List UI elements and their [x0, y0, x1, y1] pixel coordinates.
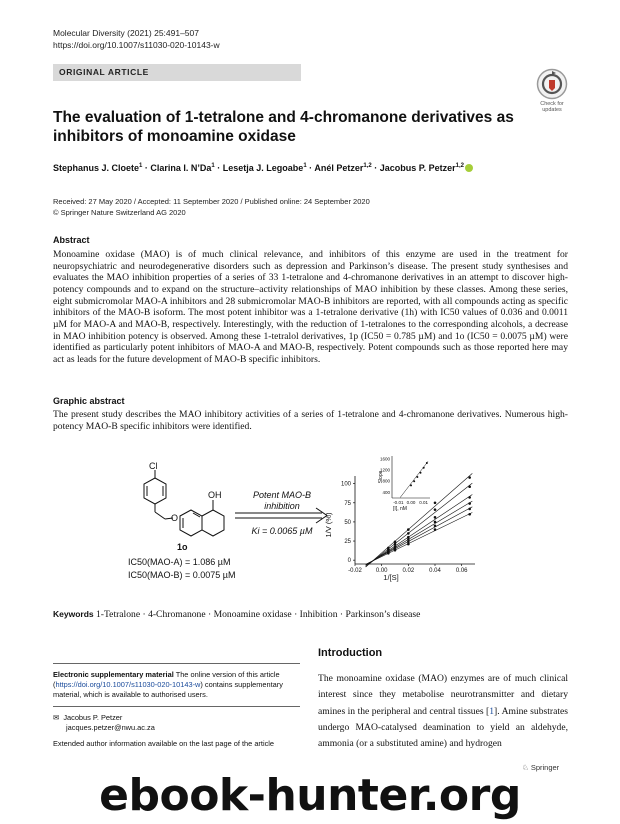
data-point — [434, 528, 437, 531]
publisher-name: Springer — [530, 763, 560, 772]
inset-y-tick-label: 400 — [382, 489, 390, 495]
inset-y-tick-label: 1200 — [379, 467, 390, 473]
y-tick-label: 25 — [344, 539, 351, 546]
data-point — [468, 476, 471, 479]
x-tick-label: 0.02 — [402, 568, 415, 574]
data-point — [394, 545, 397, 548]
copyright: © Springer Nature Switzerland AG 2020 — [53, 208, 186, 217]
contact-name: Jacobus P. Petzer — [63, 713, 123, 722]
data-point — [468, 485, 471, 488]
intro-text-after: ]. Amine substrates undergo MAO-catalysed deamination to yield an aldehyde, ammonia (or a substituted amine) and hydrogen — [318, 705, 568, 750]
data-point — [434, 516, 437, 519]
esm-note — [53, 670, 298, 700]
x-tick-label: 0.06 — [455, 568, 468, 574]
oxygen-label: O — [171, 513, 179, 523]
author-name[interactable]: Lesetja J. Legoabe — [222, 163, 304, 173]
inset-y-tick-label: 1600 — [379, 456, 390, 462]
esm-link[interactable]: https://doi.org/10.1007/s11030-020-10143-w — [55, 680, 201, 689]
abstract-heading: Abstract — [53, 235, 90, 245]
ic50-mao-b: IC50(MAO-B) = 0.0075 µM — [128, 570, 236, 580]
extended-info: Extended author information available on the last page of the article — [53, 739, 275, 748]
compound-label: 1o — [177, 542, 188, 552]
esm-text-after: ) contains supplementary material, which is available to authorised users. — [53, 680, 283, 699]
data-point — [407, 538, 410, 541]
inset-x-label: [I], nM — [393, 506, 407, 512]
data-point — [434, 524, 437, 527]
data-point — [468, 508, 471, 511]
journal-citation: Molecular Diversity (2021) 25:491–507 — [53, 28, 199, 38]
inset-data-point — [426, 462, 428, 464]
author-affiliation: 1,2 — [455, 163, 464, 169]
series-line — [366, 483, 473, 566]
data-point — [468, 502, 471, 505]
author-name[interactable]: Stephanus J. Cloete — [53, 163, 140, 173]
inset-data-point — [413, 480, 415, 482]
inset-x-tick-label: -0.01 — [393, 500, 404, 505]
inset-data-point — [416, 476, 418, 478]
esm-text-before: The online version of this article ( — [53, 670, 280, 689]
reference-link[interactable]: 1 — [489, 705, 495, 717]
author-name[interactable]: Jacobus P. Petzer — [379, 163, 456, 173]
author-affiliation: 1 — [303, 163, 307, 169]
contact-divider — [53, 706, 300, 707]
check-for-updates-icon[interactable] — [536, 68, 568, 100]
data-point — [407, 541, 410, 544]
introduction-text — [318, 671, 568, 752]
chart-inset — [380, 456, 430, 505]
graphic-abstract-figure — [120, 452, 520, 592]
series-line — [366, 495, 473, 566]
inset-x-tick-label: 0.01 — [419, 500, 429, 505]
watermark-banner — [0, 772, 620, 824]
publication-dates — [53, 196, 370, 218]
orcid-icon[interactable] — [465, 164, 473, 172]
envelope-icon[interactable]: ✉ — [53, 713, 60, 722]
watermark-text: ebook-hunter.org — [99, 772, 521, 821]
arrow-label-line2: inhibition — [264, 501, 300, 511]
x-tick-label: 0.04 — [429, 568, 441, 574]
inset-data-point — [423, 467, 425, 469]
chart-axes — [341, 476, 475, 574]
data-point — [468, 496, 471, 499]
introduction-heading: Introduction — [318, 647, 383, 659]
keywords-label: Keywords — [53, 609, 94, 619]
series-line — [366, 507, 473, 565]
ic50-mao-a: IC50(MAO-A) = 1.086 µM — [128, 557, 231, 567]
data-point — [407, 543, 410, 546]
hydroxyl-label: OH — [208, 490, 222, 500]
y-tick-label: 0 — [347, 558, 351, 565]
x-tick-label: -0.02 — [348, 568, 362, 574]
inset-x-tick-label: 0.00 — [406, 500, 416, 505]
y-tick-label: 50 — [344, 519, 351, 526]
data-point — [407, 536, 410, 539]
molecule-structure — [144, 470, 224, 536]
doi-line[interactable]: https://doi.org/10.1007/s11030-020-10143-w — [53, 40, 220, 50]
contact-block — [53, 713, 155, 733]
y-tick-label: 75 — [344, 500, 351, 507]
data-point — [407, 532, 410, 535]
springer-icon: ♘ — [522, 763, 529, 772]
data-point — [394, 541, 397, 544]
data-point — [394, 543, 397, 546]
author-affiliation: 1,2 — [363, 163, 372, 169]
x-axis-label: 1/[S] — [383, 573, 399, 582]
y-tick-label: 100 — [340, 481, 351, 488]
intro-text-before: The monoamine oxidase (MAO) enzymes are of much clinical interest since they metabolise neurotransmitter and dietary amines in the peripheral and central tissues [ — [318, 673, 568, 717]
author-affiliation: 1 — [211, 163, 215, 169]
abstract-text: Monoamine oxidase (MAO) is of much clinical relevance, and inhibitors of this enzyme are used in the treatment for neuropsychiatric and neurodegenerative disorders such as depression and Parkinson’s disease. The present study synthesises and evaluates the MAO inhibition properties of a series of 33 1-tetralone and 4-chromanone derivatives in an attempt to discover high-potency compounds and to expand on the structure–activity relationships of MAO inhibition by these classes. Among these series, eight submicromolar MAO-A inhibitors and 28 submicromolar MAO-B inhibitors are reported, with all compounds acting as specific inhibitors of the MAO-B isoform. The most potent inhibitor was a 1-tetralone derivative (1h) with IC50 values of 0.036 and 0.0011 µM for MAO-A and MAO-B, respectively. Interestingly, with the reduction of 1-tetralones to the corresponding alcohols, a decrease in MAO inhibition potency is observed. Among these 1-tetralol derivatives, 1p (IC50 = 0.785 µM) and 1o (IC50 = 0.0075 µM) were identified as particularly potent inhibitors of MAO-A and MAO-B, respectively. Potent compounds such as those reported here may act as leads for the future development of MAO-B specific inhibitors. — [53, 249, 568, 365]
footnote-divider — [53, 663, 300, 664]
inset-fit-line — [400, 461, 428, 497]
data-point — [434, 508, 437, 511]
data-point — [434, 521, 437, 524]
article-title: The evaluation of 1-tetralone and 4-chromanone derivatives as inhibitors of monoamine oxidase — [53, 109, 514, 145]
x-tick-label: 0.00 — [375, 568, 388, 574]
springer-logo — [522, 763, 559, 772]
chloro-label: Cl — [149, 461, 158, 471]
arrow-label-line1: Potent MAO-B — [252, 490, 312, 500]
inset-y-tick-label: 800 — [382, 478, 390, 484]
data-point — [387, 547, 390, 550]
history-dates: Received: 27 May 2020 / Accepted: 11 September 2020 / Published online: 24 September 2020 — [53, 197, 370, 206]
keywords-list: 1-Tetralone · 4-Chromanone · Monoamine oxidase · Inhibition · Parkinson’s disease — [96, 609, 421, 620]
lineweaver-burk-chart — [341, 456, 475, 574]
article-type-tag: ORIGINAL ARTICLE — [53, 64, 301, 81]
data-point — [468, 513, 471, 516]
inset-data-point — [410, 484, 412, 486]
series-line — [366, 501, 473, 565]
check-for-updates-label[interactable]: Check for updates — [540, 101, 564, 113]
esm-label: Electronic supplementary material — [53, 670, 174, 679]
graphic-abstract-text: The present study describes the MAO inhibitory activities of a series of 1-tetralone and 4-chromanone derivatives. Numerous high-potency MAO-B specific inhibitors were identified. — [53, 409, 568, 432]
keywords — [53, 609, 420, 620]
journal-header — [53, 27, 220, 51]
inset-y-label: Slope — [378, 470, 384, 484]
chart-series — [366, 473, 473, 567]
y-axis-label: 1/V (%) — [324, 512, 333, 538]
ki-label: Ki = 0.0065 µM — [251, 526, 313, 536]
author-name[interactable]: Clarina I. N’Da — [150, 163, 212, 173]
author-affiliation: 1 — [139, 163, 143, 169]
contact-email[interactable]: jacques.petzer@nwu.ac.za — [66, 723, 155, 732]
data-point — [407, 528, 410, 531]
author-name[interactable]: Anél Petzer — [314, 163, 364, 173]
inset-data-point — [420, 472, 422, 474]
graphic-abstract-heading: Graphic abstract — [53, 396, 125, 406]
data-point — [434, 501, 437, 504]
author-list: Stephanus J. Cloete$^1$ · Clarina I. $N’Da^1$ · Lesetja J. Legoabe$^1$ · Anél Petzer$^{1,2}$ · Jacobus P. Petzer$^{1,2}$ — [53, 163, 473, 173]
